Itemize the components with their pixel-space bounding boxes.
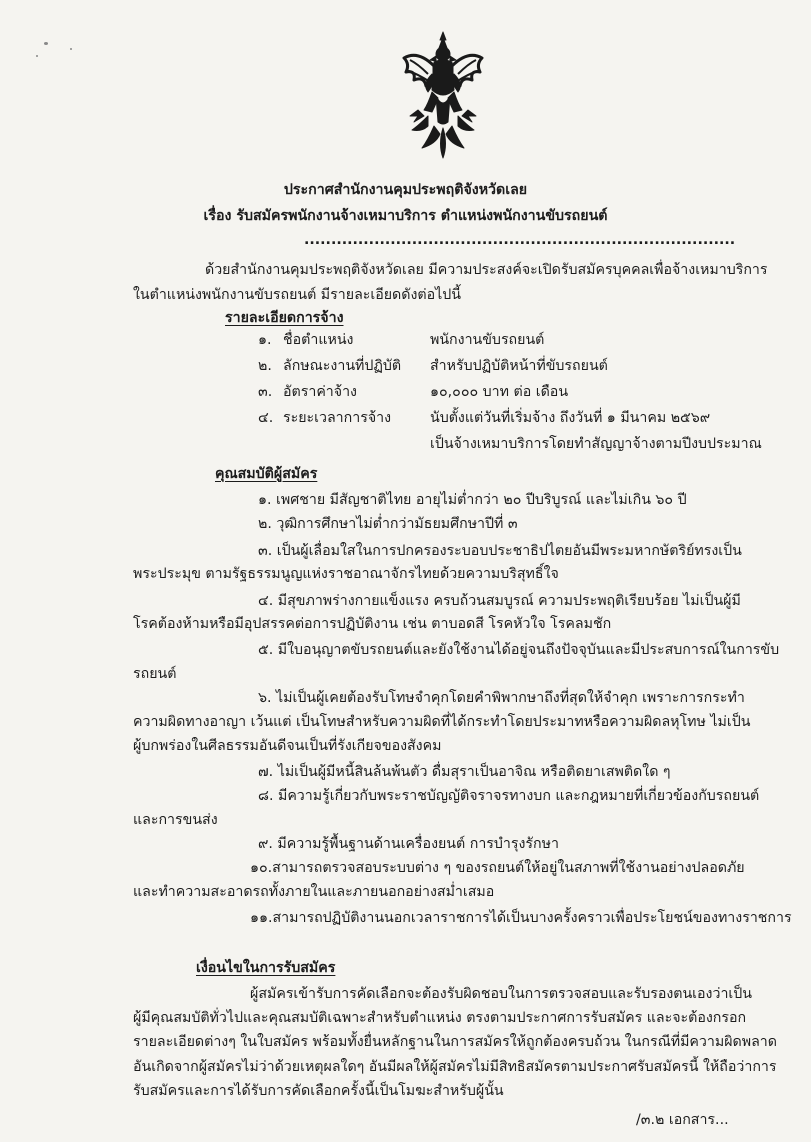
qualification-7: ๗. ไม่เป็นผู้มีหนี้สินล้นพ้นตัว ดื่มสุราเป็นอาจิณ หรือติดยาเสพติดใด ๆ xyxy=(258,764,671,780)
conditions-line-2: ผู้มีคุณสมบัติทั่วไปและคุณสมบัติเฉพาะสำหรับตำแหน่ง ตรงตามประกาศการรับสมัคร และจะต้องกรอก xyxy=(133,1010,747,1026)
qualification-6-line-1: ๖. ไม่เป็นผู้เคยต้องรับโทษจำคุกโดยคำพิพากษาถึงที่สุดให้จำคุก เพราะการกระทำ xyxy=(258,690,745,706)
announcement-title: ประกาศสำนักงานคุมประพฤติจังหวัดเลย xyxy=(283,182,528,198)
scan-speck xyxy=(44,42,48,45)
detail-number: ๑. xyxy=(258,332,272,348)
qualification-6-line-2: ความผิดทางอาญา เว้นแต่ เป็นโทษสำหรับความผิดที่ได้กระทำโดยประมาทหรือความผิดลหุโทษ ไม่เป็น xyxy=(133,714,751,730)
detail-value-job-nature: สำหรับปฏิบัติหน้าที่ขับรถยนต์ xyxy=(430,358,608,374)
intro-line-1: ด้วยสำนักงานคุมประพฤติจังหวัดเลย มีความประสงค์จะเปิดรับสมัครบุคคลเพื่อจ้างเหมาบริการ xyxy=(205,262,768,278)
qualification-5-line-2: รถยนต์ xyxy=(133,666,177,682)
qualification-8-line-1: ๘. มีความรู้เกี่ยวกับพระราชบัญญัติจราจรทางบก และกฎหมายที่เกี่ยวข้องกับรถยนต์ xyxy=(258,788,760,804)
detail-value-period: นับตั้งแต่วันที่เริ่มจ้าง ถึงวันที่ ๑ มีนาคม ๒๕๖๙ xyxy=(430,410,711,426)
conditions-line-5: รับสมัครและการได้รับการคัดเลือกครั้งนี้เป็นโมฆะสำหรับผู้นั้น xyxy=(133,1083,504,1099)
qualification-11: ๑๑.สามารถปฏิบัติงานนอกเวลาราชการได้เป็นบางครั้งคราวเพื่อประโยชน์ของทางราชการ xyxy=(250,910,792,926)
header-dotted-rule: ................................................................................ xyxy=(304,232,736,248)
qualification-1: ๑. เพศชาย มีสัญชาติไทย อายุไม่ต่ำกว่า ๒๐ ปีบริบูรณ์ และไม่เกิน ๖๐ ปี xyxy=(258,492,687,508)
announcement-subject: เรื่อง รับสมัครพนักงานจ้างเหมาบริการ ตำแหน่งพนักงานขับรถยนต์ xyxy=(203,208,608,224)
qualification-6-line-3: ผู้บกพร่องในศีลธรรมอันดีจนเป็นที่รังเกียจของสังคม xyxy=(133,738,442,754)
detail-label-position: ชื่อตำแหน่ง xyxy=(283,332,354,348)
detail-label-job-nature: ลักษณะงานที่ปฏิบัติ xyxy=(283,358,402,374)
qualification-10-line-1: ๑๐.สามารถตรวจสอบระบบต่าง ๆ ของรถยนต์ให้อยู่ในสภาพที่ใช้งานอย่างปลอดภัย xyxy=(250,860,745,876)
detail-number: ๓. xyxy=(258,384,273,400)
qualification-4-line-2: โรคต้องห้ามหรือมีอุปสรรคต่อการปฏิบัติงาน เช่น ตาบอดสี โรคหัวใจ โรคลมชัก xyxy=(133,616,612,632)
conditions-line-1: ผู้สมัครเข้ารับการคัดเลือกจะต้องรับผิดชอบในการตรวจสอบและรับรองตนเองว่าเป็น xyxy=(250,986,752,1002)
qualifications-heading: คุณสมบัติผู้สมัคร xyxy=(215,466,318,482)
detail-number: ๔. xyxy=(258,410,274,426)
detail-value-period-note: เป็นจ้างเหมาบริการโดยทำสัญญาจ้างตามปีงบประมาณ xyxy=(430,436,762,452)
page-continuation: /๓.๒ เอกสาร... xyxy=(636,1112,729,1128)
qualification-9: ๙. มีความรู้พื้นฐานด้านเครื่องยนต์ การบำรุงรักษา xyxy=(258,836,559,852)
scan-speck xyxy=(36,55,38,57)
scan-speck xyxy=(70,48,72,50)
detail-label-wage: อัตราค่าจ้าง xyxy=(283,384,357,400)
conditions-heading: เงื่อนไขในการรับสมัคร xyxy=(196,960,336,976)
qualification-3-line-2: พระประมุข ตามรัฐธรรมนูญแห่งราชอาณาจักรไทยด้วยความบริสุทธิ์ใจ xyxy=(133,566,559,582)
qualification-4-line-1: ๔. มีสุขภาพร่างกายแข็งแรง ครบถ้วนสมบูรณ์ ความประพฤติเรียบร้อย ไม่เป็นผู้มี xyxy=(258,593,741,609)
detail-number: ๒. xyxy=(258,358,272,374)
qualification-5-line-1: ๕. มีใบอนุญาตขับรถยนต์และยังใช้งานได้อยู่จนถึงปัจจุบันและมีประสบการณ์ในการขับ xyxy=(258,642,780,658)
conditions-line-3: รายละเอียดต่างๆ ในใบสมัคร พร้อมทั้งยื่นหลักฐานในการสมัครให้ถูกต้องครบถ้วน ในกรณีที่มีความผิดพลาด xyxy=(133,1034,777,1050)
qualification-10-line-2: และทำความสะอาดรถทั้งภายในและภายนอกอย่างสม่ำเสมอ xyxy=(133,884,495,900)
qualification-8-line-2: และการขนส่ง xyxy=(133,812,218,828)
qualification-2: ๒. วุฒิการศึกษาไม่ต่ำกว่ามัธยมศึกษาปีที่ ๓ xyxy=(258,516,518,532)
conditions-line-4: อันเกิดจากผู้สมัครไม่ว่าด้วยเหตุผลใดๆ อันมีผลให้ผู้สมัครไม่มีสิทธิสมัครตามประกาศรับสมัครนี้ ให้ถือว่าการ xyxy=(133,1059,777,1075)
garuda-emblem-icon xyxy=(388,30,498,160)
detail-label-period: ระยะเวลาการจ้าง xyxy=(283,410,392,426)
intro-line-2: ในตำแหน่งพนักงานขับรถยนต์ มีรายละเอียดดังต่อไปนี้ xyxy=(133,287,461,303)
employment-details-heading: รายละเอียดการจ้าง xyxy=(225,310,344,326)
detail-value-position: พนักงานขับรถยนต์ xyxy=(430,332,545,348)
qualification-3-line-1: ๓. เป็นผู้เลื่อมใสในการปกครองระบอบประชาธิปไตยอันมีพระมหากษัตริย์ทรงเป็น xyxy=(258,543,742,559)
detail-value-wage: ๑๐,๐๐๐ บาท ต่อ เดือน xyxy=(430,384,569,400)
